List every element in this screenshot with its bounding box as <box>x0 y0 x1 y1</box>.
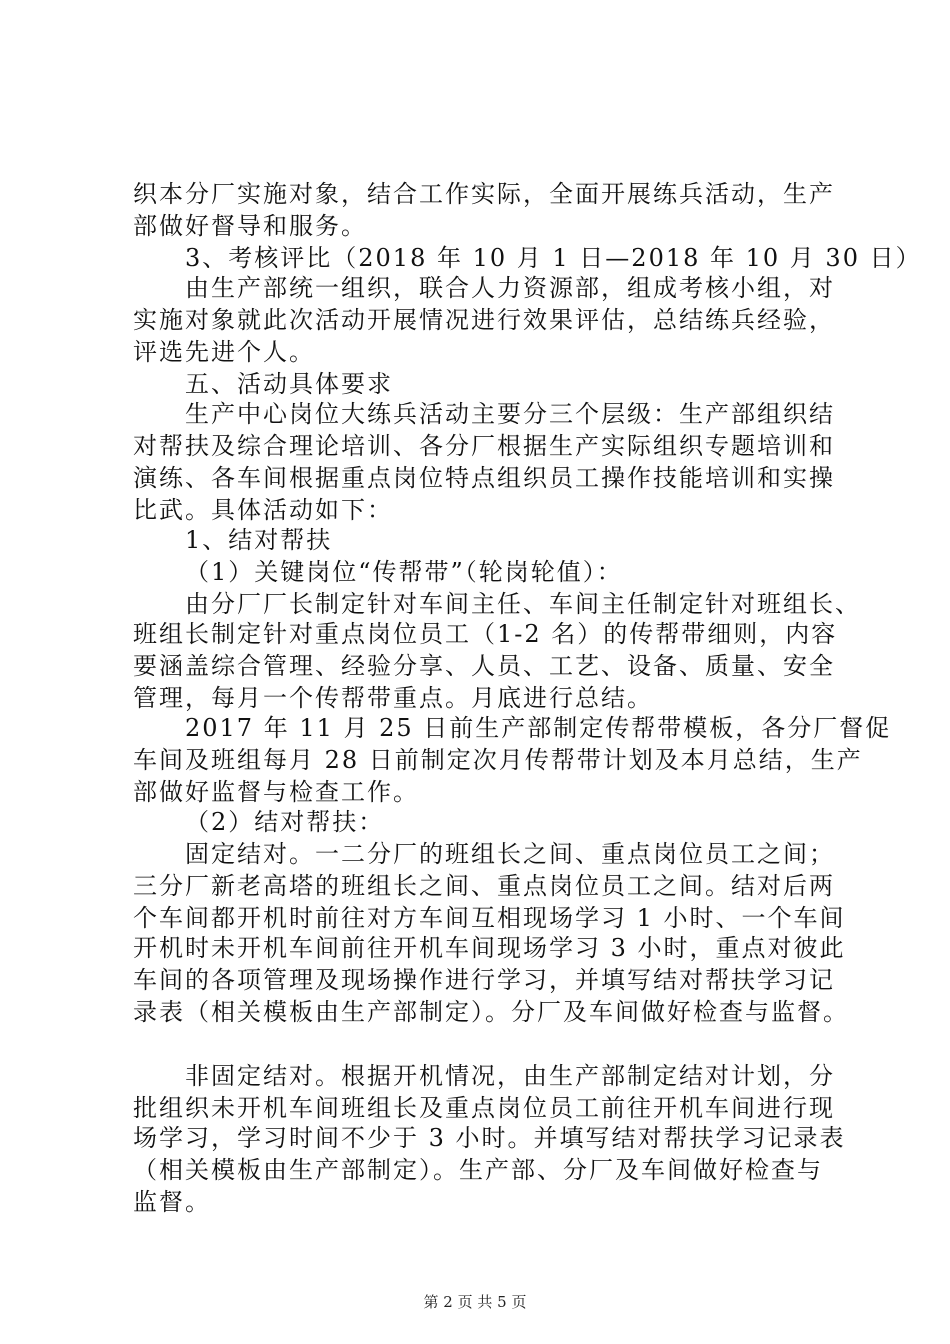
text-line: 部做好督导和服务。 <box>133 212 367 240</box>
section-heading: 3、考核评比（2018 年 10 月 1 日—2018 年 10 月 30 日） <box>185 244 922 272</box>
subsection-heading: （2）结对帮扶： <box>185 808 385 836</box>
text-line: 批组织未开机车间班组长及重点岗位员工前往开机车间进行现 <box>133 1094 835 1122</box>
text-line: 2017 年 11 月 25 日前生产部制定传帮带模板，各分厂督促 <box>185 714 892 742</box>
text-line: 部做好监督与检查工作。 <box>133 778 419 806</box>
text-line: 由生产部统一组织，联合人力资源部，组成考核小组，对 <box>185 274 835 302</box>
text-line: 场学习，学习时间不少于 3 小时。并填写结对帮扶学习记录表 <box>133 1124 846 1152</box>
text-line: 演练、各车间根据重点岗位特点组织员工操作技能培训和实操 <box>133 464 835 492</box>
text-line: 由分厂厂长制定针对车间主任、车间主任制定针对班组长、 <box>185 590 861 618</box>
text-line: 生产中心岗位大练兵活动主要分三个层级：生产部组织结 <box>185 400 835 428</box>
section-heading: 五、活动具体要求 <box>185 370 393 398</box>
text-line: 固定结对。一二分厂的班组长之间、重点岗位员工之间； <box>185 840 835 868</box>
text-line: 要涵盖综合管理、经验分享、人员、工艺、设备、质量、安全 <box>133 652 835 680</box>
text-line: 车间及班组每月 28 日前制定次月传帮带计划及本月总结，生产 <box>133 746 863 774</box>
text-line: 非固定结对。根据开机情况，由生产部制定结对计划，分 <box>185 1062 835 1090</box>
text-line: 对帮扶及综合理论培训、各分厂根据生产实际组织专题培训和 <box>133 432 835 460</box>
text-line: 管理，每月一个传帮带重点。月底进行总结。 <box>133 684 653 712</box>
text-line: （相关模板由生产部制定）。生产部、分厂及车间做好检查与 <box>133 1156 823 1184</box>
text-line: 个车间都开机时前往对方车间互相现场学习 1 小时、一个车间 <box>133 904 846 932</box>
text-line: 织本分厂实施对象，结合工作实际，全面开展练兵活动，生产 <box>133 180 835 208</box>
subsection-heading: （1）关键岗位“传帮带”（轮岗轮值）： <box>185 558 623 586</box>
section-heading: 1、结对帮扶 <box>185 526 333 554</box>
text-line: 车间的各项管理及现场操作进行学习，并填写结对帮扶学习记 <box>133 966 835 994</box>
text-line: 三分厂新老高塔的班组长之间、重点岗位员工之间。结对后两 <box>133 872 835 900</box>
text-line: 评选先进个人。 <box>133 338 315 366</box>
text-line: 比武。具体活动如下： <box>133 496 393 524</box>
text-line: 实施对象就此次活动开展情况进行效果评估，总结练兵经验， <box>133 306 835 334</box>
text-line: 开机时未开机车间前往开机车间现场学习 3 小时，重点对彼此 <box>133 934 846 962</box>
text-line: 监督。 <box>133 1188 211 1216</box>
page-footer: 第 2 页 共 5 页 <box>423 1293 527 1311</box>
text-line: 录表（相关模板由生产部制定）。分厂及车间做好检查与监督。 <box>133 998 849 1026</box>
text-line: 班组长制定针对重点岗位员工（1-2 名）的传帮带细则，内容 <box>133 620 838 648</box>
